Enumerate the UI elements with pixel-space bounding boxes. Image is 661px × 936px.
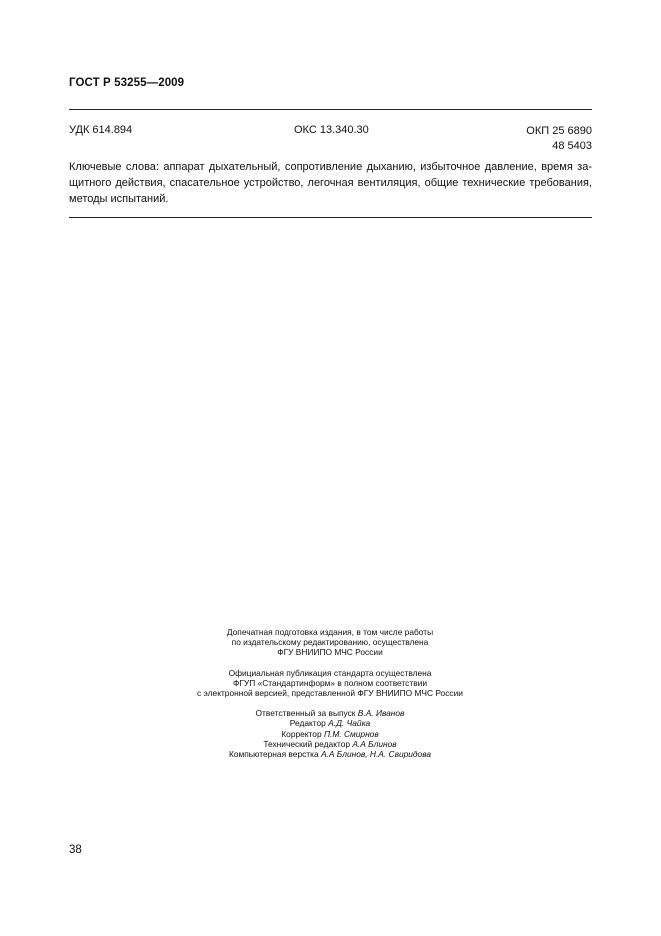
prepress-line-3: ФГУ ВНИИПО МЧС России	[277, 647, 383, 658]
udk-code: УДК 614.894	[69, 124, 133, 136]
responsible-person	[130, 708, 530, 718]
oks-code: ОКС 13.340.30	[294, 124, 369, 136]
technical-editor-name: А.А Блинов	[352, 738, 397, 749]
publication-line-1: Официальная публикация стандарта осуществлена	[228, 667, 432, 678]
top-divider	[69, 109, 592, 110]
okp-line-2: 48 5403	[552, 140, 592, 152]
corrector-name: П.М. Смирнов	[323, 728, 379, 739]
publication-line-2: ФГУП «Стандартинформ» в полном соответствии	[233, 677, 427, 688]
page-number: 38	[69, 844, 82, 856]
editor-label: Редактор	[289, 718, 326, 729]
keywords-line-3: методы испытаний.	[69, 193, 169, 205]
publication-note	[130, 668, 530, 699]
layout-names: А.А Блинов, Н.А. Свиридова	[320, 749, 432, 760]
document-code: ГОСТ Р 53255—2009	[69, 77, 185, 89]
technical-editor-label: Технический редактор	[263, 738, 351, 749]
okp-line-1: ОКП 25 6890	[526, 125, 592, 137]
publication-line-3: с электронной версией, представленной ФГУ ВНИИПО МЧС России	[197, 688, 463, 699]
responsible-label: Ответственный за выпуск	[255, 708, 356, 719]
technical-editor	[130, 739, 530, 749]
keywords-line-1: Ключевые слова: аппарат дыхательный, сопротивление дыханию, избыточное давление, время за-	[69, 161, 592, 173]
bottom-divider	[69, 217, 592, 218]
keywords-paragraph	[69, 159, 592, 207]
okp-code	[526, 124, 592, 154]
layout-label: Компьютерная верстка	[228, 749, 319, 760]
staff-list	[130, 708, 530, 759]
corrector	[130, 729, 530, 739]
publication-credits	[130, 627, 530, 769]
responsible-name: В.А. Иванов	[357, 708, 405, 719]
layout-designer	[130, 749, 530, 759]
prepress-note	[130, 627, 530, 658]
prepress-line-2: по издательскому редактированию, осуществлена	[231, 637, 429, 648]
editor-name: А.Д. Чайка	[328, 718, 371, 729]
keywords-line-2: щитного действия, спасательное устройство, легочная вентиляция, общие технические требования,	[69, 177, 592, 189]
corrector-label: Корректор	[281, 728, 322, 739]
editor	[130, 718, 530, 728]
prepress-line-1: Допечатная подготовка издания, в том числе работы	[226, 627, 434, 637]
